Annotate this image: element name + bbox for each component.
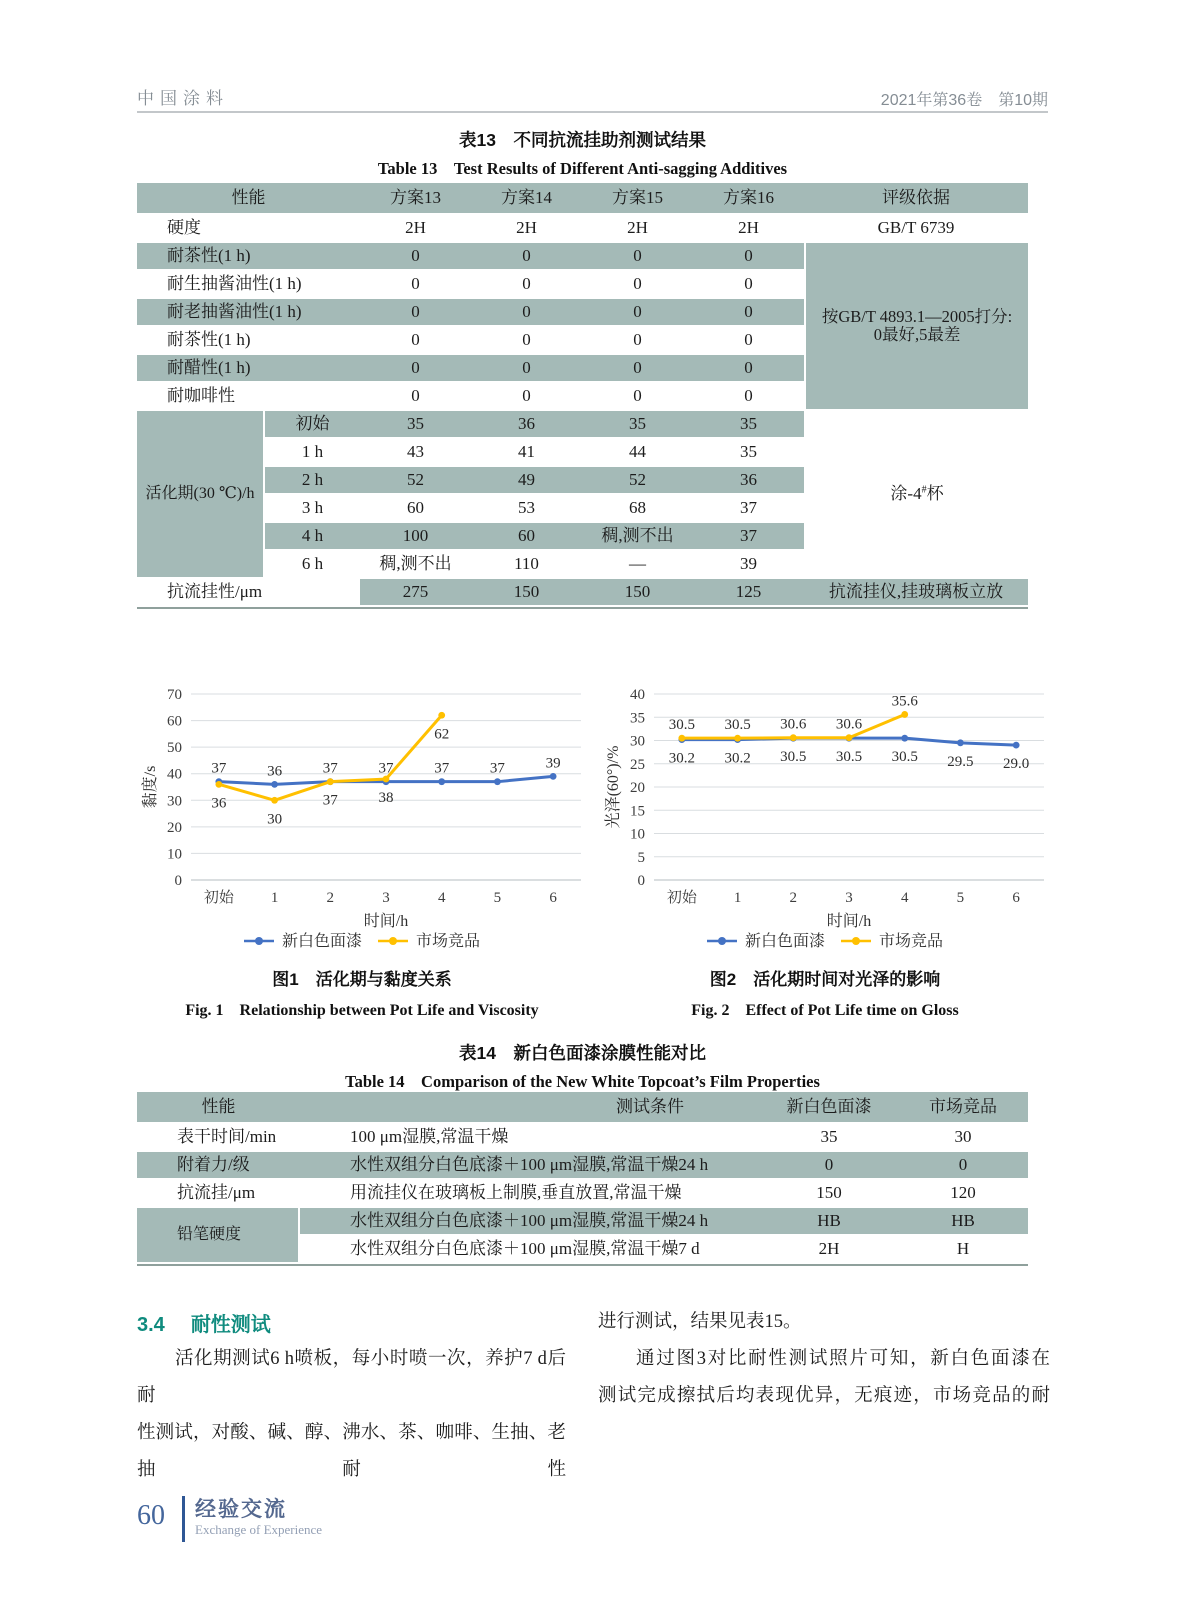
cell: 110 <box>471 551 582 579</box>
cup-text: 杯 <box>926 484 944 504</box>
cell: 0 <box>360 383 471 411</box>
sub-label: 6 h <box>265 551 360 579</box>
cell: 37 <box>693 495 804 523</box>
svg-text:6: 6 <box>1012 890 1020 906</box>
test-condition: 100 μm湿膜,常温干燥 <box>300 1124 760 1152</box>
cell: 0 <box>582 243 693 271</box>
cell: 2H <box>471 215 582 243</box>
cell: 0 <box>471 299 582 327</box>
body-column-right <box>598 1304 1050 1415</box>
cell: 60 <box>360 495 471 523</box>
col-header: 新白色面漆 <box>760 1092 898 1124</box>
cell: 43 <box>360 439 471 467</box>
svg-text:3: 3 <box>382 890 390 906</box>
svg-text:36: 36 <box>211 795 227 812</box>
cell: 0 <box>582 327 693 355</box>
test-condition: 水性双组分白色底漆＋100 μm湿膜,常温干燥24 h <box>300 1208 760 1236</box>
svg-text:62: 62 <box>434 726 450 743</box>
svg-text:30.5: 30.5 <box>668 717 695 734</box>
svg-text:5: 5 <box>956 890 965 906</box>
svg-text:25: 25 <box>630 756 645 773</box>
cell: 68 <box>582 495 693 523</box>
svg-text:15: 15 <box>630 803 645 820</box>
cell: 0 <box>693 383 804 411</box>
svg-text:38: 38 <box>378 790 394 807</box>
svg-text:初始: 初始 <box>666 890 697 906</box>
paragraph-line: 测试完成擦拭后均表现优异，无痕迹，市场竞品的耐 <box>598 1386 1050 1406</box>
svg-text:30: 30 <box>167 793 182 810</box>
cell: 0 <box>693 299 804 327</box>
row-label: 耐茶性(1 h) <box>137 327 360 355</box>
row-label: 附着力/级 <box>137 1152 300 1180</box>
svg-text:40: 40 <box>630 687 645 703</box>
rating-basis-line2: 0最好,5最差 <box>873 325 961 344</box>
footer-column-zh: 经验交流 <box>195 1498 287 1521</box>
svg-text:2: 2 <box>789 890 798 906</box>
svg-text:5: 5 <box>637 849 645 866</box>
paragraph-line: 进行测试，结果见表15。 <box>598 1312 802 1332</box>
cell: 0 <box>582 355 693 383</box>
section-number: 3.4 <box>137 1314 165 1336</box>
cell: 100 <box>360 523 471 551</box>
col-header: 测试条件 <box>300 1092 760 1124</box>
svg-text:5: 5 <box>493 890 502 906</box>
cell: GB/T 6739 <box>804 215 1028 243</box>
cell: 2H <box>693 215 804 243</box>
cell: 35 <box>760 1124 898 1152</box>
svg-text:4: 4 <box>900 890 909 906</box>
cell: 44 <box>582 439 693 467</box>
body-column-left <box>137 1341 566 1489</box>
section-heading <box>137 1308 271 1337</box>
row-label: 耐咖啡性 <box>137 383 360 411</box>
table-header-row <box>137 1092 1028 1124</box>
cell: 60 <box>471 523 582 551</box>
pot-life-label: 活化期(30 ℃)/h <box>137 411 265 579</box>
svg-text:29.5: 29.5 <box>947 753 974 770</box>
svg-text:光泽(60°)/%: 光泽(60°)/% <box>605 745 622 829</box>
col-header: 性能 <box>137 1092 300 1124</box>
table-row <box>137 579 1028 607</box>
table-row <box>137 243 1028 271</box>
svg-text:黏度/s: 黏度/s <box>142 765 159 809</box>
svg-text:37: 37 <box>489 760 505 777</box>
svg-text:1: 1 <box>733 890 742 906</box>
cell: 0 <box>582 383 693 411</box>
row-label: 表干时间/min <box>137 1124 300 1152</box>
svg-text:35: 35 <box>630 710 645 727</box>
col-header: 方案13 <box>360 183 471 215</box>
cell: 39 <box>693 551 804 579</box>
anti-sagging-results-table <box>137 183 1028 609</box>
svg-text:30: 30 <box>630 733 645 750</box>
cell: 0 <box>693 327 804 355</box>
sub-label: 初始 <box>265 411 360 439</box>
table-header-row <box>137 183 1028 215</box>
line-chart <box>600 684 1050 958</box>
cell: 0 <box>898 1152 1028 1180</box>
cell: 125 <box>693 579 804 607</box>
svg-text:40: 40 <box>167 766 182 783</box>
svg-text:2: 2 <box>326 890 335 906</box>
cell: 0 <box>582 299 693 327</box>
fig1-caption-zh: 图1 活化期与黏度关系 <box>272 970 452 989</box>
svg-text:60: 60 <box>167 713 182 730</box>
col-header: 评级依据 <box>804 183 1028 215</box>
footer-divider <box>182 1496 185 1542</box>
sub-label: 1 h <box>265 439 360 467</box>
cell: 2H <box>760 1236 898 1264</box>
cell: 49 <box>471 467 582 495</box>
cell: 30 <box>898 1124 1028 1152</box>
cell: 150 <box>471 579 582 607</box>
cell: 35 <box>693 411 804 439</box>
svg-text:50: 50 <box>167 740 182 757</box>
row-label: 抗流挂/μm <box>137 1180 300 1208</box>
cell: 120 <box>898 1180 1028 1208</box>
issue-info: 2021年第36卷 第10期 <box>880 92 1048 109</box>
cell: 0 <box>471 327 582 355</box>
rating-basis-cell <box>804 243 1028 411</box>
svg-text:30: 30 <box>267 811 283 828</box>
svg-text:70: 70 <box>167 687 182 703</box>
cell: 275 <box>360 579 471 607</box>
cell: 0 <box>582 271 693 299</box>
svg-text:市场竞品: 市场竞品 <box>416 933 481 950</box>
footer-column-en: Exchange of Experience <box>195 1522 323 1537</box>
pencil-hardness-label: 铅笔硬度 <box>137 1208 300 1264</box>
cup-text: 涂-4 <box>890 484 922 504</box>
cell: 抗流挂仪,挂玻璃板立放 <box>804 579 1028 607</box>
sub-label: 3 h <box>265 495 360 523</box>
pot-life-viscosity-figure <box>137 684 587 1020</box>
cell: 0 <box>360 327 471 355</box>
table13-title-en: Table 13 Test Results of Different Anti-sagging Additives <box>377 159 788 178</box>
svg-text:新白色面漆: 新白色面漆 <box>745 933 826 950</box>
film-properties-table <box>137 1092 1028 1266</box>
cell: 52 <box>582 467 693 495</box>
cup-sup: # <box>921 484 927 496</box>
cell: 150 <box>760 1180 898 1208</box>
cell: 2H <box>360 215 471 243</box>
test-condition: 水性双组分白色底漆＋100 μm湿膜,常温干燥7 d <box>300 1236 760 1264</box>
test-condition: 用流挂仪在玻璃板上制膜,垂直放置,常温干燥 <box>300 1180 760 1208</box>
svg-text:30.6: 30.6 <box>780 716 807 733</box>
svg-text:10: 10 <box>630 826 645 843</box>
col-header: 方案16 <box>693 183 804 215</box>
svg-text:30.5: 30.5 <box>891 749 918 766</box>
svg-text:20: 20 <box>630 780 645 796</box>
row-label: 耐醋性(1 h) <box>137 355 360 383</box>
test-condition: 水性双组分白色底漆＋100 μm湿膜,常温干燥24 h <box>300 1152 760 1180</box>
svg-text:29.0: 29.0 <box>1003 756 1030 773</box>
sub-label: 4 h <box>265 523 360 551</box>
col-header: 方案14 <box>471 183 582 215</box>
cell: 0 <box>693 243 804 271</box>
fig2-caption-en: Fig. 2 Effect of Pot Life time on Gloss <box>691 1002 959 1019</box>
cell: 稠,测不出 <box>360 551 471 579</box>
svg-text:0: 0 <box>174 873 182 889</box>
cell: HB <box>898 1208 1028 1236</box>
cell: 0 <box>360 299 471 327</box>
table-row <box>137 1152 1028 1180</box>
table-row <box>137 1124 1028 1152</box>
svg-text:37: 37 <box>322 792 338 809</box>
sub-label: 2 h <box>265 467 360 495</box>
page-number: 60 <box>137 1500 165 1531</box>
table13-title-zh: 表13 不同抗流挂助剂测试结果 <box>459 130 706 150</box>
svg-text:20: 20 <box>167 819 182 836</box>
cell: 0 <box>360 355 471 383</box>
svg-text:新白色面漆: 新白色面漆 <box>282 933 363 950</box>
cell: 0 <box>693 355 804 383</box>
cell: HB <box>760 1208 898 1236</box>
table-row <box>137 1180 1028 1208</box>
line-chart <box>137 684 587 958</box>
journal-name: 中国涂料 <box>137 89 229 108</box>
svg-text:时间/h: 时间/h <box>363 913 409 930</box>
cell: 稠,测不出 <box>582 523 693 551</box>
svg-text:0: 0 <box>637 873 645 889</box>
svg-text:4: 4 <box>437 890 446 906</box>
cell: 41 <box>471 439 582 467</box>
svg-text:30.5: 30.5 <box>835 749 863 766</box>
svg-text:初始: 初始 <box>203 890 234 906</box>
cell: 0 <box>693 271 804 299</box>
cell: 2H <box>582 215 693 243</box>
svg-text:10: 10 <box>167 846 182 863</box>
cell: H <box>898 1236 1028 1264</box>
fig2-caption-zh: 图2 活化期时间对光泽的影响 <box>709 970 941 989</box>
pot-life-gloss-figure <box>600 684 1050 1020</box>
svg-text:37: 37 <box>322 760 338 777</box>
cell: — <box>582 551 693 579</box>
section-title: 耐性测试 <box>190 1314 271 1336</box>
cell: 0 <box>760 1152 898 1180</box>
cell: 0 <box>471 243 582 271</box>
svg-text:37: 37 <box>434 760 450 777</box>
cell: 0 <box>360 271 471 299</box>
cell: 0 <box>471 383 582 411</box>
col-header: 市场竞品 <box>898 1092 1028 1124</box>
cell: 0 <box>471 355 582 383</box>
table14-title-en: Table 14 Comparison of the New White Topcoat’s Film Properties <box>345 1072 820 1091</box>
cell: 53 <box>471 495 582 523</box>
svg-text:37: 37 <box>211 760 227 777</box>
col-header: 性能 <box>137 183 360 215</box>
table14-title-zh: 表14 新白色面漆涂膜性能对比 <box>459 1043 706 1063</box>
cell: 36 <box>471 411 582 439</box>
paragraph-line: 活化期测试6 h喷板，每小时喷一次，养护7 d后耐 <box>137 1349 566 1406</box>
svg-text:6: 6 <box>549 890 557 906</box>
row-label: 耐老抽酱油性(1 h) <box>137 299 360 327</box>
row-label: 硬度 <box>137 215 360 243</box>
col-header: 方案15 <box>582 183 693 215</box>
cell: 0 <box>360 243 471 271</box>
row-label: 抗流挂性/μm <box>137 579 360 607</box>
svg-text:1: 1 <box>270 890 279 906</box>
svg-text:市场竞品: 市场竞品 <box>879 933 944 950</box>
svg-text:30.6: 30.6 <box>835 716 863 733</box>
svg-text:30.5: 30.5 <box>780 749 807 766</box>
cell: 35 <box>582 411 693 439</box>
svg-text:39: 39 <box>545 755 561 772</box>
svg-text:3: 3 <box>845 890 853 906</box>
cell: 37 <box>693 523 804 551</box>
header-rule <box>137 111 1048 113</box>
svg-text:30.5: 30.5 <box>724 717 751 734</box>
table-row <box>137 215 1028 243</box>
svg-text:时间/h: 时间/h <box>826 913 872 930</box>
cell: 150 <box>582 579 693 607</box>
cell: 35 <box>360 411 471 439</box>
cell: 35 <box>693 439 804 467</box>
cell: 0 <box>471 271 582 299</box>
viscosity-cup-cell <box>804 411 1028 579</box>
cell: 36 <box>693 467 804 495</box>
paragraph-line: 通过图3对比耐性测试照片可知，新白色面漆在 <box>636 1349 1050 1369</box>
svg-text:37: 37 <box>378 760 394 777</box>
cell: 52 <box>360 467 471 495</box>
paragraph-line: 性测试，对酸、碱、醇、沸水、茶、咖啡、生抽、老抽耐性 <box>137 1423 566 1480</box>
svg-text:30.2: 30.2 <box>724 750 751 767</box>
fig1-caption-en: Fig. 1 Relationship between Pot Life and Viscosity <box>185 1002 539 1019</box>
svg-text:36: 36 <box>267 763 283 780</box>
svg-text:30.2: 30.2 <box>668 750 695 767</box>
svg-text:35.6: 35.6 <box>891 693 918 710</box>
table-row <box>137 1208 1028 1236</box>
row-label: 耐茶性(1 h) <box>137 243 360 271</box>
row-label: 耐生抽酱油性(1 h) <box>137 271 360 299</box>
rating-basis-line1: 按GB/T 4893.1—2005打分: <box>821 306 1013 326</box>
table-row <box>137 411 1028 439</box>
